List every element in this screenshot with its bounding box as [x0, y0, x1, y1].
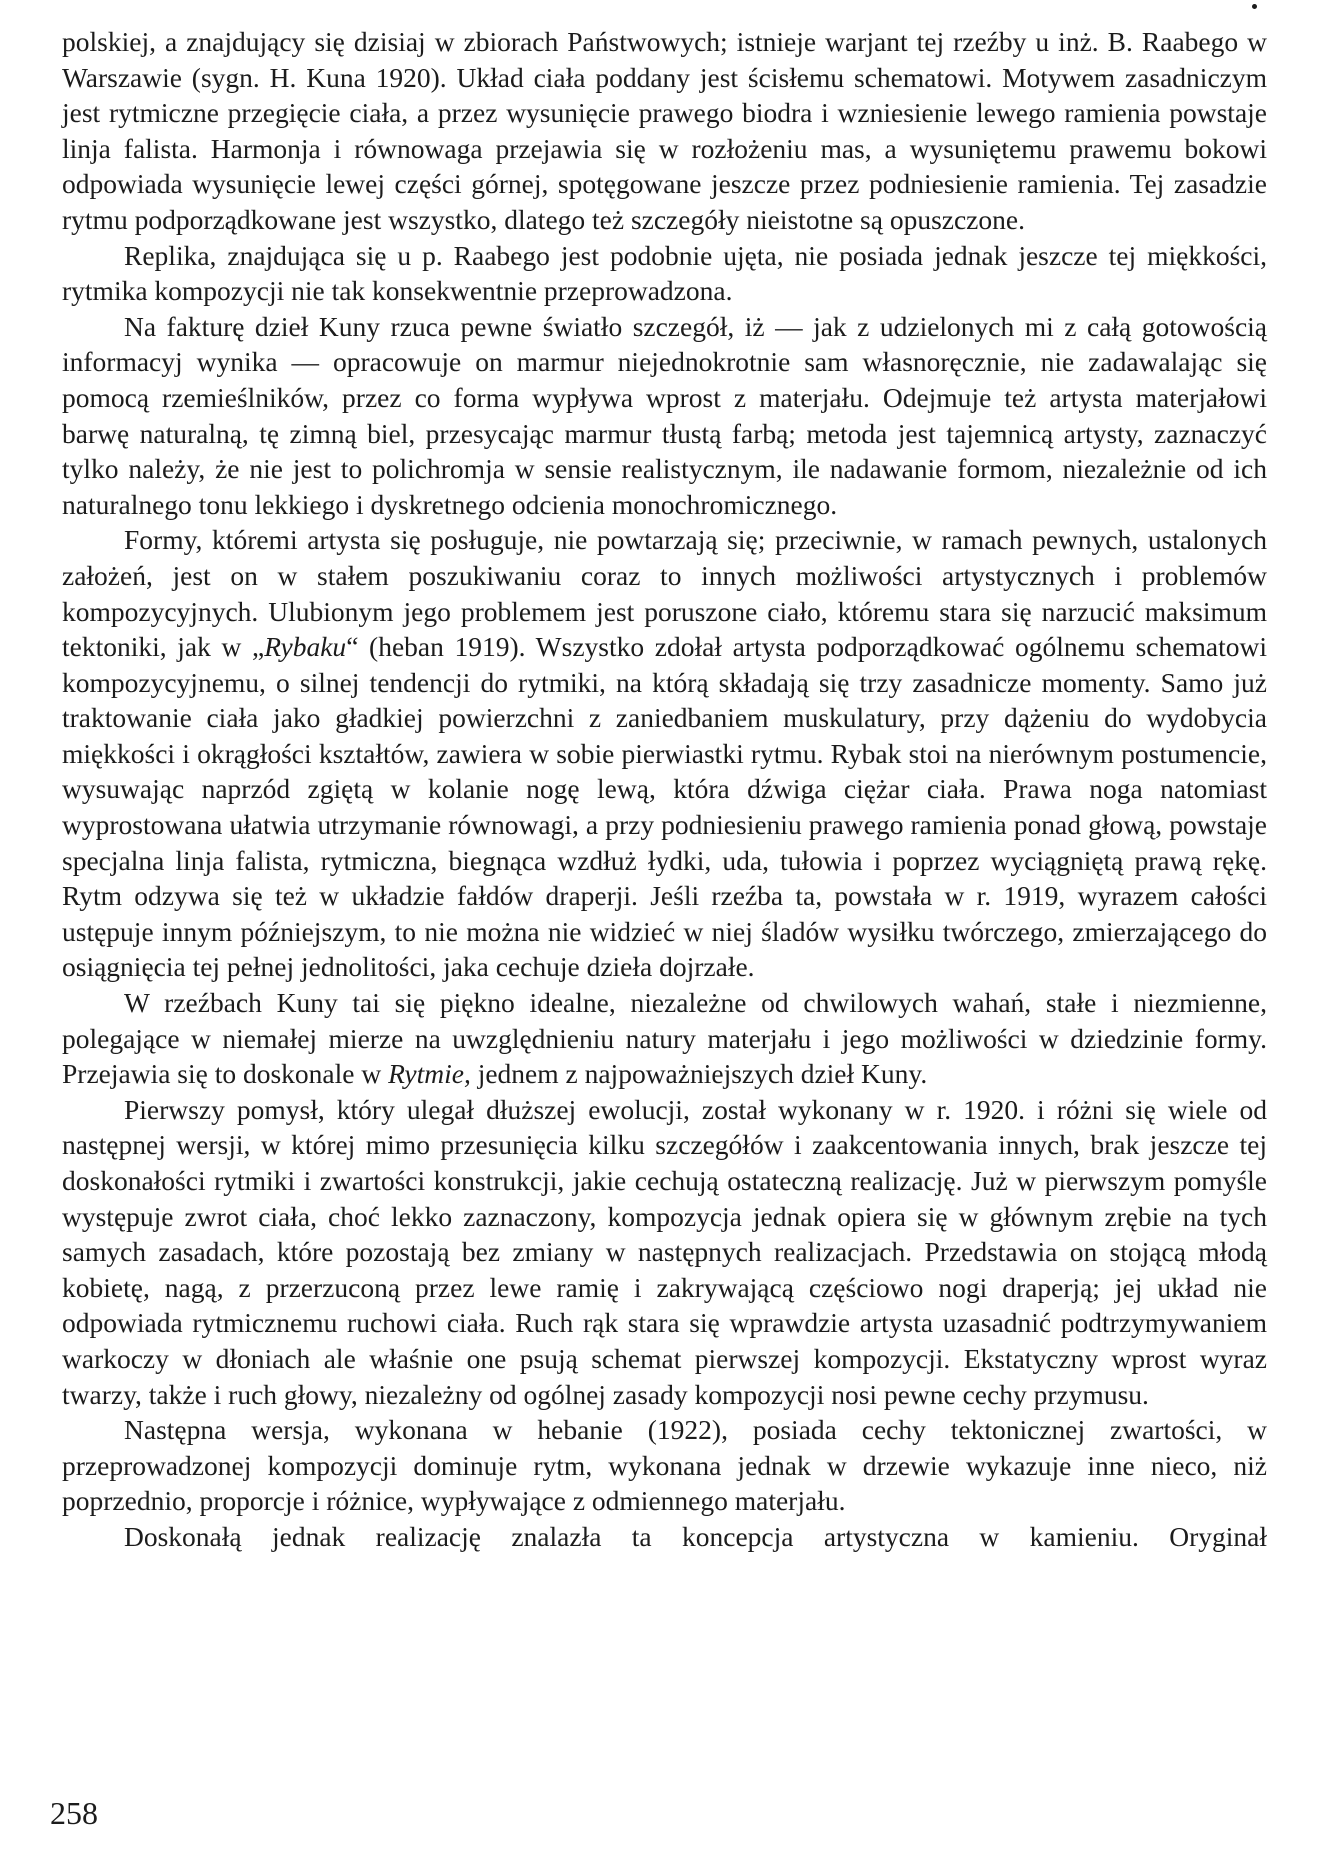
text-run: Formy, któremi artysta się posługuje, nie powtarzają się; przeciwnie, w ramach pewnych, ustalonych założeń, jest on w stałem poszukiwaniu coraz to innych możliwości artystycznych i problemów kompozycyjnych. Ulubionym jego problemem jest poruszone ciało, któremu stara się narzucić maksimum tektoniki, jak w „: [62, 524, 1267, 663]
text-run: Następna wersja, wykonana w hebanie (1922), posiada cechy tektonicznej zwartości, w przeprowadzonej kompozycji dominuje rytm, wykonana jednak w drzewie wykazuje inne nieco, niż poprzednio, proporcje i różnice, wypływające z odmiennego materjału.: [62, 1414, 1267, 1517]
text-run: “ (heban 1919). Wszystko zdołał artysta podporządkować ogólnemu schematowi kompozycyjnemu, o silnej tendencji do rytmiki, na którą składają się trzy zasadnicze momenty. Samo już traktowanie ciała jako gładkiej powierzchni z zaniedbaniem muskulatury, przy dążeniu do wydobycia miękkości i okrągłości kształtów, zawiera w sobie pierwiastki rytmu. Rybak stoi na nierównym postumencie, wysuwając naprzód zgiętą w kolanie nogę lewą, która dźwiga ciężar ciała. Prawa noga natomiast wyprostowana ułatwia utrzymanie równowagi, a przy podniesieniu prawego ramienia ponad głową, powstaje specjalna linja falista, rytmiczna, biegnąca wzdłuż łydki, uda, tułowia i poprzez wyciągniętą prawą rękę. Rytm odzywa się też w układzie fałdów draperji. Jeśli rzeźba ta, powstała w r. 1919, wyrazem całości ustępuje innym późniejszym, to nie można nie widzieć w niej śladów wysiłku twórczego, zmierzającego do osiągnięcia tej pełnej jednolitości, jaka cechuje dzieła dojrzałe.: [62, 631, 1267, 983]
paragraph: [62, 985, 1267, 1092]
text-run: Na fakturę dzieł Kuny rzuca pewne światło szczegół, iż — jak z udzielonych mi z całą gotowością informacyj wynika — opracowuje on marmur niejednokrotnie sam własnoręcznie, nie zadawalając się pomocą rzemieślników, przez co forma wypływa wprost z materjału. Odejmuje też artysta materjałowi barwę naturalną, tę zimną biel, przesycając marmur tłustą farbą; metoda jest tajemnicą artysty, zaznaczyć tylko należy, że nie jest to polichromja w sensie realistycznym, ile nadawanie formom, niezależnie od ich naturalnego tonu lekkiego i dyskretnego odcienia monochromicznego.: [62, 310, 1267, 520]
text-run: jednem z najpoważniejszych dzieł Kuny.: [470, 1058, 928, 1090]
page-number: 258: [50, 1795, 98, 1831]
paragraph: [62, 24, 1267, 238]
paragraph: [62, 238, 1267, 309]
italic-title: Rybaku: [264, 631, 347, 663]
paragraph: [62, 309, 1267, 523]
text-run: polskiej, a znajdujący się dzisiaj w zbiorach Państwowych; istnieje warjant tej rzeźby u inż. B. Raabego w Warszawie (sygn. H. Kuna 1920). Układ ciała poddany jest ścisłemu schematowi. Motywem zasadniczym jest rytmiczne przegięcie ciała, a przez wysunięcie prawego biodra i wzniesienie lewego ramienia powstaje linja falista. Harmonja i równowaga przejawia się w rozłożeniu mas, a wysuniętemu prawemu bokowi odpowiada wysunięcie lewej części górnej, spotęgowane jeszcze przez podniesienie ramienia. Tej zasadzie rytmu podporządkowane jest wszystko, dlatego też szczegóły nieistotne są opuszczone.: [62, 26, 1267, 235]
paragraph: [62, 1519, 1267, 1555]
text-run: Pierwszy pomysł, który ulegał dłuższej ewolucji, został wykonany w r. 1920. i różni się wiele od następnej wersji, w której mimo przesunięcia kilku szczegółów i zaakcentowania innych, brak jeszcze tej doskonałości rytmiki i zwartości konstrukcji, jakie cechują ostateczną realizację. Już w pierwszym pomyśle występuje zwrot ciała, choć lekko zaznaczony, kompozycja jednak opiera się w głównym zrębie na tych samych zasadach, które pozostają bez zmiany w następnych realizacjach. Przedstawia on stojącą młodą kobietę, nagą, z przerzuconą przez lewe ramię i zakrywającą częściowo nogi draperją; jej układ nie odpowiada rytmicznemu ruchowi ciała. Ruch rąk stara się wprawdzie artysta uzasadnić podtrzymywaniem warkoczy w dłoniach ale właśnie one psują schemat pierwszej kompozycji. Ekstatyczny wprost wyraz twarzy, także i ruch głowy, niezależny od ogólnej zasady kompozycji nosi pewne cechy przymusu.: [62, 1093, 1267, 1410]
page-dot-mark: [1252, 4, 1257, 9]
page-body: [62, 24, 1267, 1555]
text-run: W rzeźbach Kuny tai się piękno idealne, niezależne od chwilowych wahań, stałe i niezmienne, polegające w niemałej mierze na uwzględnieniu natury materjału i jego możliwości w dziedzinie formy. Przejawia się to doskonale w: [62, 987, 1267, 1090]
text-run: Replika, znajdująca się u p. Raabego jest podobnie ujęta, nie posiada jednak jeszcze tej miękkości, rytmika kompozycji nie tak konsekwentnie przeprowadzona.: [62, 239, 1267, 307]
paragraph: [62, 1092, 1267, 1412]
paragraph: [62, 522, 1267, 985]
italic-title: Rytmie,: [388, 1058, 471, 1090]
paragraph: [62, 1412, 1267, 1519]
text-run: Doskonałą jednak realizację znalazła ta koncepcja artystyczna w kamieniu. Oryginał: [124, 1520, 1267, 1552]
